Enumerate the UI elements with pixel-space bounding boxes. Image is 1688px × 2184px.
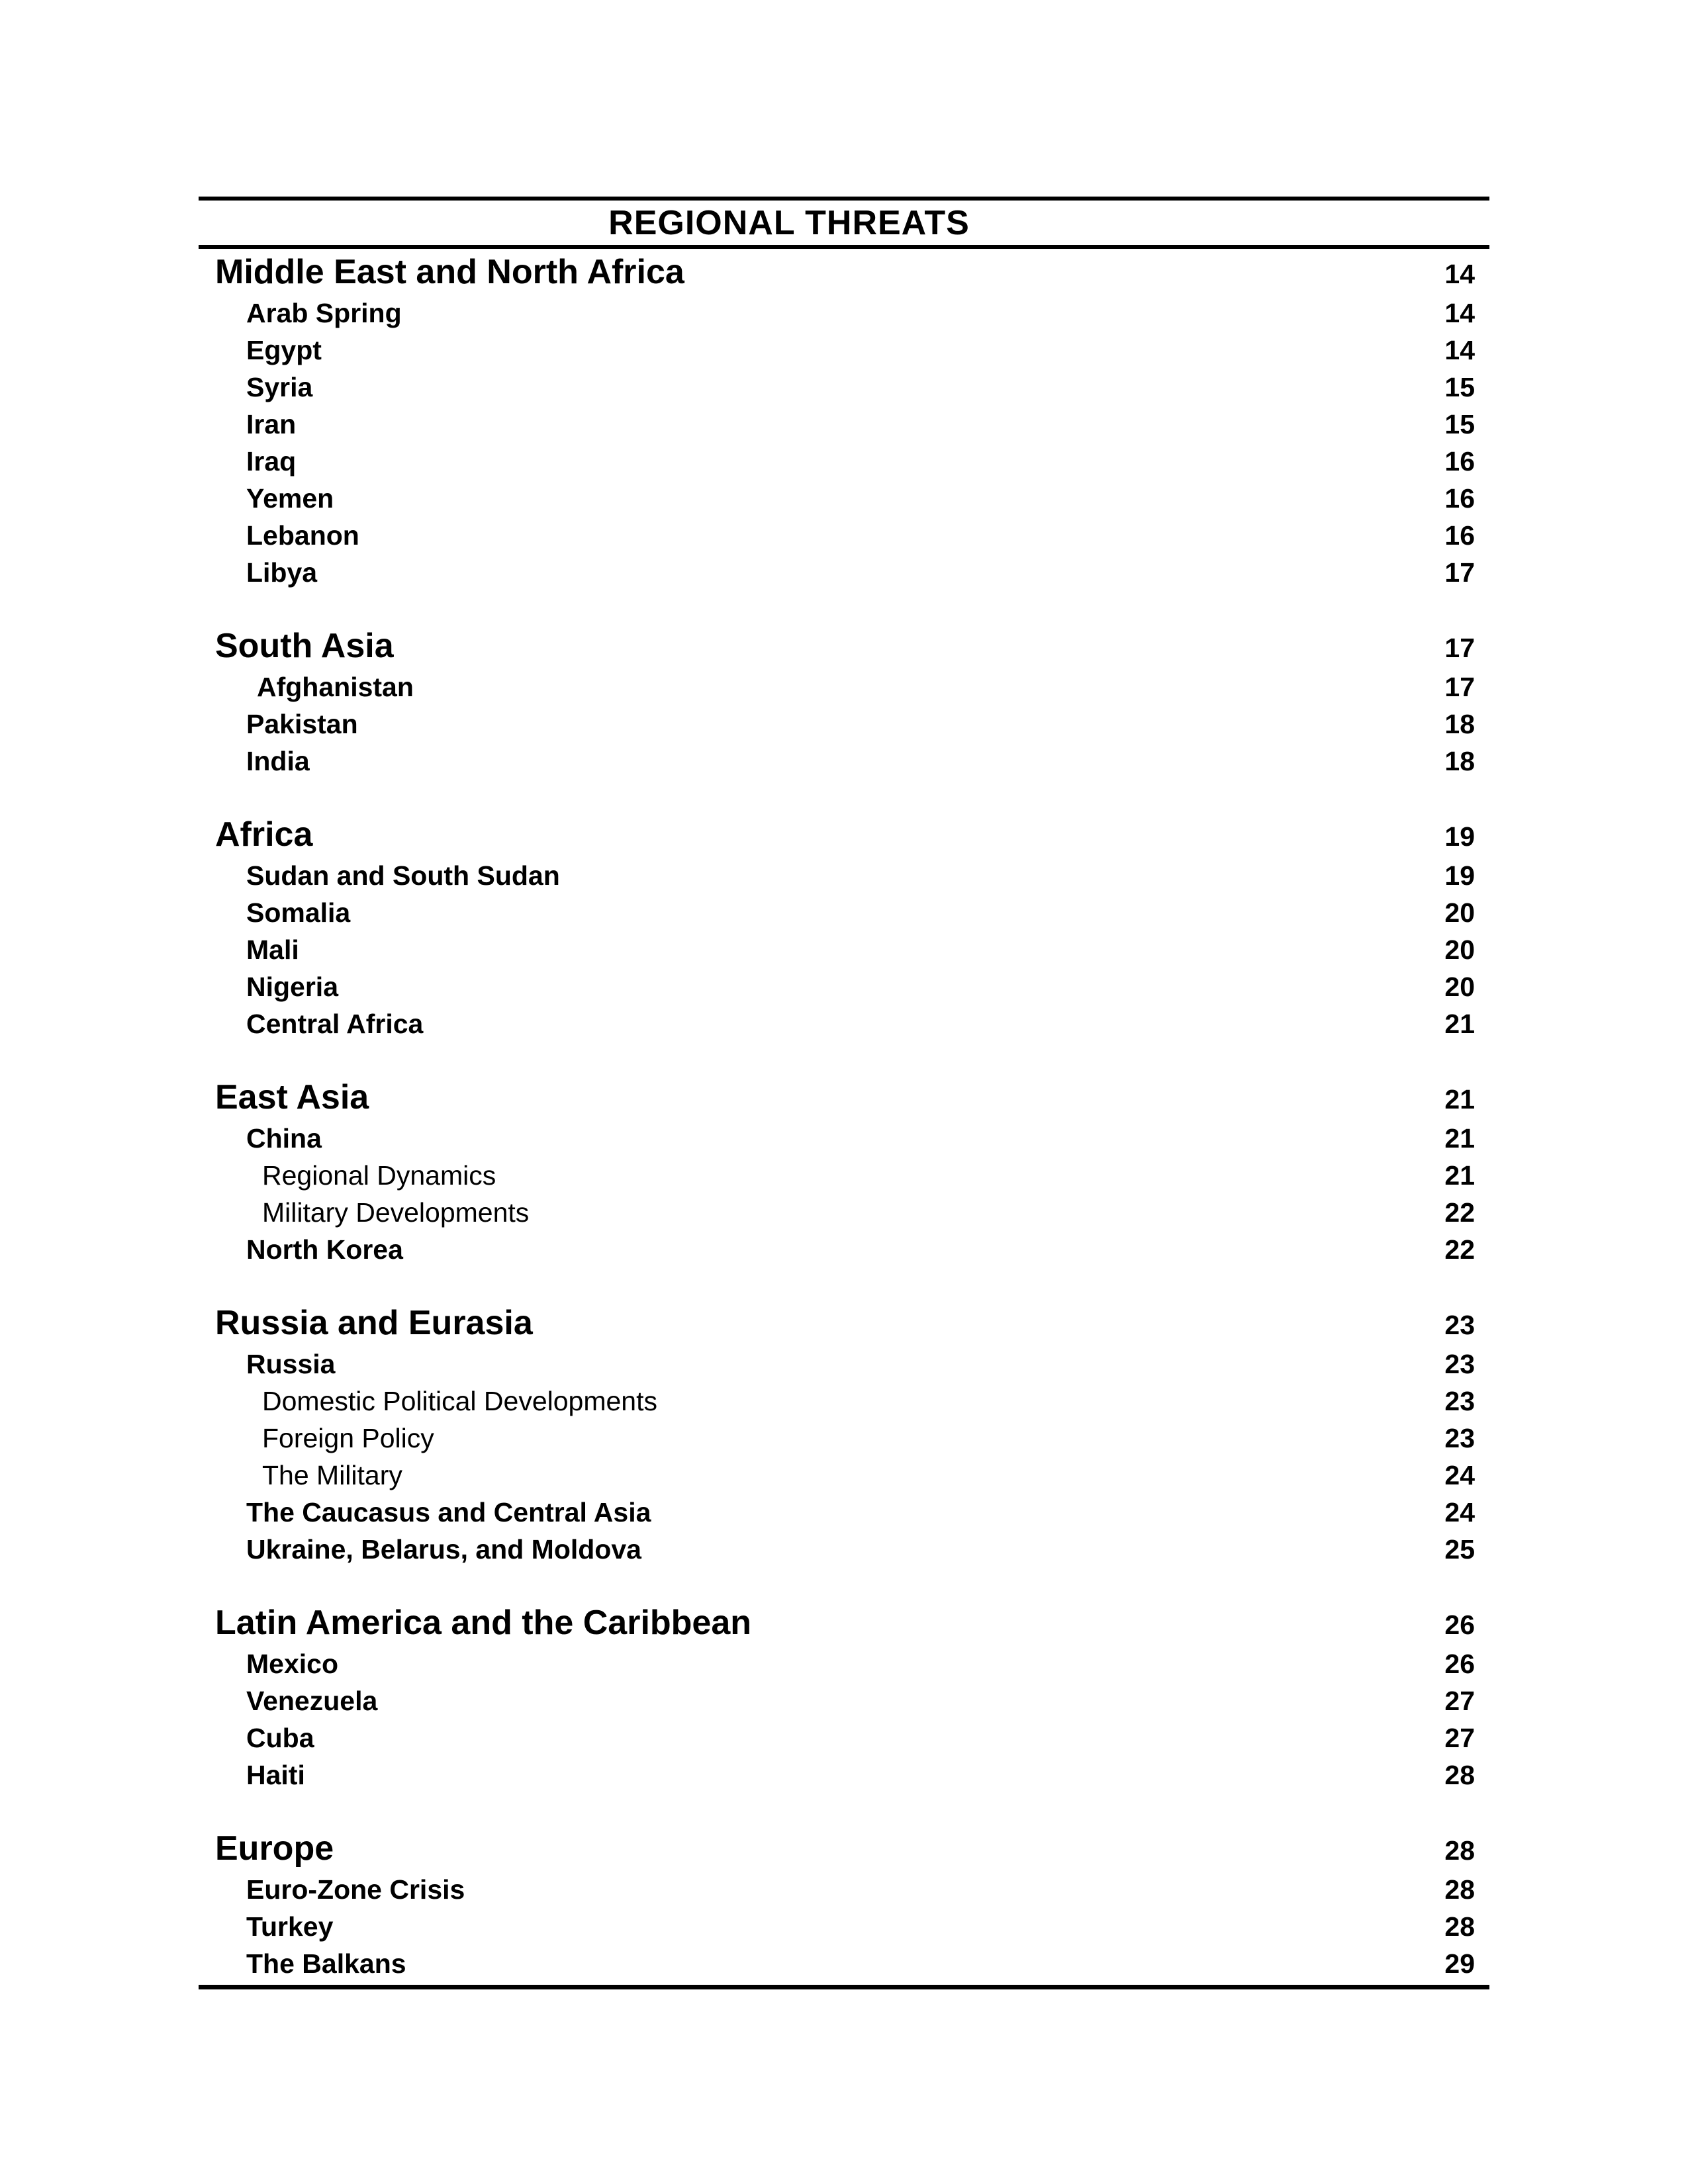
toc-entry-page-number: 28 [1444, 1911, 1475, 1942]
toc-entry-label: Europe [215, 1829, 334, 1868]
toc-entry [199, 931, 1489, 968]
toc-entry-page-number: 14 [1444, 298, 1475, 328]
toc-entry-label: North Korea [246, 1234, 403, 1265]
toc-entry [199, 1719, 1489, 1756]
toc-entry-page-number: 16 [1444, 446, 1475, 477]
toc-entry-label: Haiti [246, 1760, 305, 1790]
toc-content-area [199, 197, 1489, 1989]
toc-entry [199, 1157, 1489, 1194]
toc-entry-page-number: 14 [1444, 335, 1475, 365]
toc-entry-page-number: 27 [1444, 1686, 1475, 1716]
toc-entry [199, 857, 1489, 894]
toc-entry [199, 406, 1489, 443]
toc-entry [199, 1231, 1489, 1268]
toc-entry [199, 369, 1489, 406]
toc-entry-page-number: 21 [1444, 1009, 1475, 1039]
toc-section [199, 625, 1489, 780]
toc-entry-label: Euro-Zone Crisis [246, 1874, 465, 1905]
toc-entry [199, 1005, 1489, 1042]
toc-entry-label: Africa [215, 815, 313, 854]
toc-entry-page-number: 16 [1444, 483, 1475, 514]
toc-entry-label: Sudan and South Sudan [246, 860, 560, 891]
toc-entry [199, 332, 1489, 369]
toc-section-heading [199, 1828, 1489, 1871]
toc-entry-label: The Military [262, 1460, 402, 1490]
toc-entry-label: The Balkans [246, 1948, 406, 1979]
toc-entry-label: Ukraine, Belarus, and Moldova [246, 1534, 641, 1565]
toc-section-heading [199, 625, 1489, 668]
toc-entry [199, 1194, 1489, 1231]
toc-entry-page-number: 19 [1444, 821, 1475, 852]
toc-entry-page-number: 20 [1444, 972, 1475, 1002]
toc-entry-page-number: 23 [1444, 1349, 1475, 1379]
toc-entry-label: Iraq [246, 446, 297, 477]
toc-entry-page-number: 23 [1444, 1386, 1475, 1416]
toc-entry-label: Afghanistan [257, 672, 414, 702]
toc-entry [199, 1531, 1489, 1568]
toc-entry-label: Egypt [246, 335, 322, 365]
toc-entry-page-number: 21 [1444, 1084, 1475, 1115]
toc-entry-page-number: 17 [1444, 672, 1475, 702]
toc-entry [199, 1908, 1489, 1945]
toc-entry-page-number: 17 [1444, 557, 1475, 588]
toc-entry-page-number: 15 [1444, 372, 1475, 402]
toc-entry-page-number: 22 [1444, 1197, 1475, 1228]
toc-entry-page-number: 20 [1444, 897, 1475, 928]
toc-entry [199, 554, 1489, 591]
toc-entry [199, 1645, 1489, 1682]
toc-entry-page-number: 19 [1444, 860, 1475, 891]
toc-entry [199, 1457, 1489, 1494]
toc-entry-label: Pakistan [246, 709, 358, 739]
toc-section [199, 1602, 1489, 1794]
toc-entry-label: Arab Spring [246, 298, 402, 328]
toc-entry [199, 517, 1489, 554]
toc-entry-page-number: 18 [1444, 709, 1475, 739]
toc-entry [199, 1345, 1489, 1383]
toc-entry-label: Russia and Eurasia [215, 1304, 533, 1342]
toc-section-heading [199, 251, 1489, 295]
bottom-rule [199, 1985, 1489, 1989]
toc-entry [199, 968, 1489, 1005]
toc-entry-page-number: 26 [1444, 1649, 1475, 1679]
toc-entry [199, 668, 1489, 705]
toc-entry-page-number: 14 [1444, 259, 1475, 289]
toc-entry-page-number: 27 [1444, 1723, 1475, 1753]
toc-entry-page-number: 28 [1444, 1835, 1475, 1866]
toc-entry-page-number: 21 [1444, 1123, 1475, 1154]
toc-entry [199, 1494, 1489, 1531]
toc-entry [199, 1120, 1489, 1157]
toc-entry-label: Central Africa [246, 1009, 424, 1039]
toc-entry [199, 1945, 1489, 1982]
toc-entry-label: The Caucasus and Central Asia [246, 1497, 651, 1527]
toc-section-heading [199, 814, 1489, 857]
toc-entry-page-number: 20 [1444, 934, 1475, 965]
toc-section [199, 814, 1489, 1042]
toc-entry-page-number: 26 [1444, 1610, 1475, 1640]
toc-entry-label: Russia [246, 1349, 336, 1379]
toc-entry-page-number: 24 [1444, 1460, 1475, 1490]
toc-section-heading [199, 1302, 1489, 1345]
toc-entry-page-number: 28 [1444, 1874, 1475, 1905]
toc-entry-page-number: 23 [1444, 1310, 1475, 1340]
toc-entry-label: East Asia [215, 1078, 369, 1116]
toc-entry [199, 743, 1489, 780]
toc-entry-label: Domestic Political Developments [262, 1386, 658, 1416]
toc-entry-label: Venezuela [246, 1686, 378, 1716]
toc-entry-page-number: 29 [1444, 1948, 1475, 1979]
page-title: REGIONAL THREATS [608, 204, 970, 242]
toc-entry-label: Syria [246, 372, 313, 402]
toc-entry-page-number: 17 [1444, 633, 1475, 663]
toc-entry-label: Mexico [246, 1649, 338, 1679]
toc-entry-label: China [246, 1123, 322, 1154]
toc-entry-label: Somalia [246, 897, 351, 928]
table-of-contents [199, 249, 1489, 1982]
toc-entry-page-number: 23 [1444, 1423, 1475, 1453]
toc-entry-label: Latin America and the Caribbean [215, 1604, 752, 1642]
toc-entry-label: Yemen [246, 483, 334, 514]
toc-entry-label: Middle East and North Africa [215, 253, 684, 291]
toc-entry [199, 1871, 1489, 1908]
toc-entry-page-number: 24 [1444, 1497, 1475, 1527]
toc-entry [199, 705, 1489, 743]
toc-entry-label: Nigeria [246, 972, 338, 1002]
toc-entry-label: Military Developments [262, 1197, 530, 1228]
toc-section [199, 251, 1489, 591]
toc-entry [199, 1756, 1489, 1794]
toc-entry-label: Regional Dynamics [262, 1160, 496, 1191]
toc-section-heading [199, 1077, 1489, 1120]
toc-entry [199, 480, 1489, 517]
toc-entry-label: Mali [246, 934, 299, 965]
toc-entry-page-number: 15 [1444, 409, 1475, 439]
toc-section [199, 1302, 1489, 1568]
toc-entry-page-number: 16 [1444, 520, 1475, 551]
toc-entry-label: Turkey [246, 1911, 334, 1942]
toc-entry-page-number: 28 [1444, 1760, 1475, 1790]
toc-section-heading [199, 1602, 1489, 1645]
toc-section [199, 1077, 1489, 1268]
toc-entry-page-number: 22 [1444, 1234, 1475, 1265]
toc-entry [199, 295, 1489, 332]
toc-entry-label: Libya [246, 557, 318, 588]
toc-entry-label: Iran [246, 409, 297, 439]
toc-entry-label: Lebanon [246, 520, 359, 551]
toc-entry [199, 443, 1489, 480]
toc-entry [199, 1383, 1489, 1420]
toc-entry-label: South Asia [215, 627, 394, 665]
toc-entry [199, 1420, 1489, 1457]
toc-entry-label: India [246, 746, 310, 776]
toc-entry-page-number: 18 [1444, 746, 1475, 776]
toc-entry-label: Cuba [246, 1723, 314, 1753]
toc-entry [199, 1682, 1489, 1719]
page-title-band [199, 201, 1489, 245]
toc-section [199, 1828, 1489, 1982]
toc-entry [199, 894, 1489, 931]
toc-entry-page-number: 21 [1444, 1160, 1475, 1191]
toc-entry-page-number: 25 [1444, 1534, 1475, 1565]
toc-entry-label: Foreign Policy [262, 1423, 434, 1453]
